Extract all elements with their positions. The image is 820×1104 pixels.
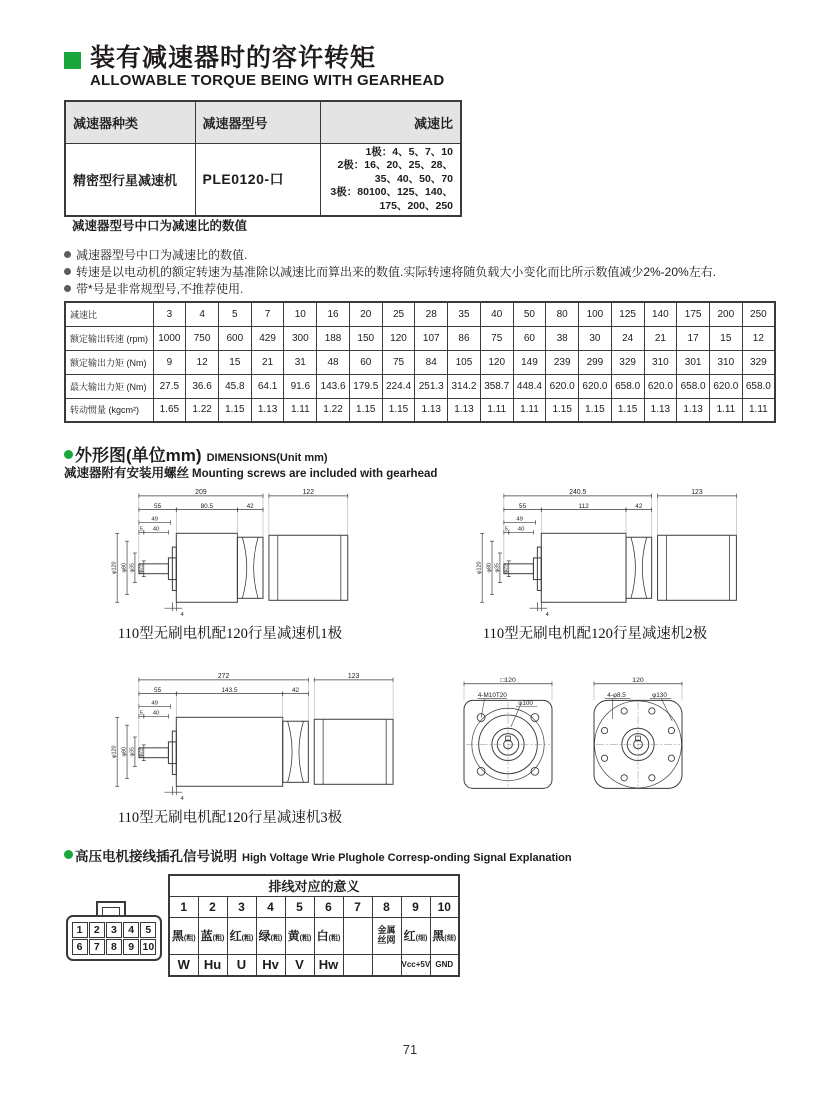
bullet-dot-icon	[64, 285, 71, 292]
spec-cell: 358.7	[480, 374, 513, 398]
connector-pin: 1	[72, 922, 88, 938]
spec-cell: 1000	[153, 326, 186, 350]
spec-cell: 658.0	[742, 374, 775, 398]
page-title-en: ALLOWABLE TORQUE BEING WITH GEARHEAD	[90, 72, 445, 89]
spec-cell: 17	[677, 326, 710, 350]
dimension-label: φ130	[652, 691, 667, 699]
signal-name-cell: U	[227, 954, 256, 976]
wire-color-cell: 红(粗)	[227, 917, 256, 954]
wire-color-cell: 绿(粗)	[256, 917, 285, 954]
dimension-label: 4-φ8.5	[607, 691, 626, 699]
spec-cell: 7	[251, 302, 284, 326]
dimension-label: φ120	[476, 561, 483, 575]
dimension-label: 49	[516, 516, 523, 523]
dimension-label: 4	[180, 796, 184, 803]
connector-pin-row-2	[71, 938, 157, 955]
spec-cell: 329	[611, 350, 644, 374]
notes-list	[64, 247, 716, 298]
spec-cell: 301	[677, 350, 710, 374]
spec-cell: 120	[480, 350, 513, 374]
wire-color-cell: 蓝(粗)	[198, 917, 227, 954]
dimension-label: φ35	[494, 563, 501, 573]
spec-cell: 125	[611, 302, 644, 326]
signal-heading-en: High Voltage Wrie Plughole Corresp-onding Signal Explanation	[242, 852, 572, 864]
spec-cell: 620.0	[709, 374, 742, 398]
spec-cell: 1.22	[317, 398, 350, 422]
spec-cell: 143.6	[317, 374, 350, 398]
dimension-label: φ35	[129, 563, 136, 573]
spec-cell: 1.65	[153, 398, 186, 422]
dimension-label: φ80	[121, 747, 128, 757]
signal-name-cell: V	[285, 954, 314, 976]
dimension-label: 209	[195, 489, 207, 497]
note-text: 带*号是非常规型号,不推荐使用.	[76, 282, 244, 296]
dimension-label: 42	[635, 502, 643, 510]
spec-cell: 75	[480, 326, 513, 350]
spec-cell: 1.13	[415, 398, 448, 422]
dimension-label: 42	[246, 502, 254, 510]
signal-name-cell: GND	[430, 954, 459, 976]
spec-cell: 27.5	[153, 374, 186, 398]
dimension-label: 4	[180, 612, 184, 619]
spec-cell: 16	[317, 302, 350, 326]
dimension-label: φ22	[138, 563, 145, 574]
spec-cell: 40	[480, 302, 513, 326]
connector-pin: 9	[123, 939, 139, 955]
page-number: 71	[402, 1042, 418, 1057]
spec-cell: 25	[382, 302, 415, 326]
spec-cell: 30	[579, 326, 612, 350]
spec-cell: 10	[284, 302, 317, 326]
spec-cell: 1.11	[709, 398, 742, 422]
dimension-label: 49	[151, 700, 158, 707]
connector-body	[66, 915, 162, 961]
dimension-label: 4	[545, 612, 549, 619]
spec-cell: 1.15	[218, 398, 251, 422]
dimension-label: φ120	[111, 561, 118, 575]
dimension-label: φ80	[486, 563, 493, 573]
dimension-label: φ120	[111, 745, 118, 759]
dimension-label: φ35	[129, 747, 136, 757]
green-dot-icon	[64, 850, 73, 859]
wire-color-cell: 金属丝网	[372, 917, 401, 954]
dimension-label: 5	[139, 526, 143, 533]
dimension-label: 49	[151, 516, 158, 523]
spec-cell: 21	[251, 350, 284, 374]
note-text: 转速是以电动机的额定转速为基准除以减速比而算出来的数值.实际转速将随负载大小变化而比所示数值减少2%-20%左右.	[76, 265, 717, 279]
wire-color-cell	[343, 917, 372, 954]
dimension-label: 4-M10T20	[477, 691, 507, 699]
wire-color-cell: 黑(细)	[430, 917, 459, 954]
dimension-label: φ80	[121, 563, 128, 573]
ratio-line: 3极：80100、125、140、	[330, 186, 453, 198]
spec-cell: 80	[546, 302, 579, 326]
dimension-label: 240.5	[569, 489, 587, 497]
signal-table	[168, 874, 460, 977]
signal-name-cell: Hv	[256, 954, 285, 976]
spec-cell: 224.4	[382, 374, 415, 398]
spec-cell: 50	[513, 302, 546, 326]
side-view-drawing-1-stage	[60, 486, 400, 620]
front-view-round-flange	[578, 674, 698, 806]
connector-pin: 8	[106, 939, 122, 955]
spec-cell: 86	[448, 326, 481, 350]
spec-row-label: 额定输出力矩 (Nm)	[65, 350, 153, 374]
spec-cell: 3	[153, 302, 186, 326]
connector-pin: 6	[72, 939, 88, 955]
spec-row-label: 转动惯量 (kgcm²)	[65, 398, 153, 422]
signal-name-cell	[343, 954, 372, 976]
pin-number-cell: 8	[372, 896, 401, 917]
spec-row	[65, 302, 775, 326]
spec-cell: 24	[611, 326, 644, 350]
spec-cell: 1.13	[251, 398, 284, 422]
spec-cell: 179.5	[349, 374, 382, 398]
dimension-label: 112	[578, 502, 589, 510]
spec-table	[64, 301, 776, 423]
spec-cell: 60	[513, 326, 546, 350]
signal-name-cell: Hu	[198, 954, 227, 976]
spec-cell: 1.11	[742, 398, 775, 422]
dimension-label: φ22	[503, 563, 510, 574]
pin-number-cell: 6	[314, 896, 343, 917]
dimension-label: 5	[139, 710, 143, 717]
spec-cell: 45.8	[218, 374, 251, 398]
dimensions-subheading-cn: 减速器附有安装用螺丝	[64, 466, 190, 480]
spec-cell: 658.0	[677, 374, 710, 398]
dimensions-heading-en: DIMENSIONS(Unit mm)	[206, 452, 328, 464]
dimension-label: φ100	[518, 699, 533, 707]
signal-heading-cn: 高压电机接线插孔信号说明	[75, 849, 237, 864]
side-view-drawing-3-stage	[60, 670, 400, 804]
spec-cell: 250	[742, 302, 775, 326]
dimension-label: 40	[152, 710, 160, 717]
dimension-label: 122	[302, 489, 315, 497]
pin-number-cell: 2	[198, 896, 227, 917]
spec-cell: 429	[251, 326, 284, 350]
spec-cell: 1.13	[448, 398, 481, 422]
pin-number-cell: 9	[401, 896, 430, 917]
col-header-ratio: 减速比	[320, 101, 461, 143]
spec-cell: 1.11	[513, 398, 546, 422]
note-item	[64, 281, 716, 298]
signal-name-cell: Vcc+5V	[401, 954, 430, 976]
spec-cell: 200	[709, 302, 742, 326]
ratio-line: 35、40、50、70	[374, 172, 453, 185]
spec-cell: 100	[579, 302, 612, 326]
connector-tab	[96, 901, 126, 915]
dimensions-subheading-en: Mounting screws are included with gearhead	[192, 468, 438, 480]
signal-name-cell: W	[169, 954, 198, 976]
dimension-label: 55	[154, 686, 162, 694]
spec-cell: 60	[349, 350, 382, 374]
spec-cell: 1.15	[579, 398, 612, 422]
spec-cell: 175	[677, 302, 710, 326]
spec-cell: 107	[415, 326, 448, 350]
spec-cell: 12	[186, 350, 219, 374]
spec-cell: 15	[709, 326, 742, 350]
signal-table-title: 排线对应的意义	[169, 875, 459, 896]
ratio-line: 2极：16、20、25、28、	[337, 159, 453, 171]
bullet-dot-icon	[64, 268, 71, 275]
page-header	[64, 44, 444, 89]
spec-cell: 1.15	[349, 398, 382, 422]
pin-number-cell: 4	[256, 896, 285, 917]
spec-row	[65, 398, 775, 422]
ratio-line: 1极：4、5、7、10	[365, 145, 453, 158]
dimension-label: 272	[217, 673, 230, 681]
dimension-label: 40	[152, 526, 160, 533]
pin-number-cell: 1	[169, 896, 198, 917]
connector-pin: 10	[140, 939, 156, 955]
connector-diagram	[66, 901, 162, 961]
ratio-line: 175、200、250	[379, 199, 453, 212]
spec-cell: 750	[186, 326, 219, 350]
gearhead-model-table	[64, 100, 462, 217]
spec-cell: 1.22	[186, 398, 219, 422]
dimension-label: 42	[291, 686, 300, 694]
spec-cell: 310	[709, 350, 742, 374]
spec-cell: 1.13	[677, 398, 710, 422]
connector-pin: 2	[89, 922, 105, 938]
dimensions-subheading	[64, 463, 437, 482]
spec-cell: 1.13	[644, 398, 677, 422]
connector-pin-row-1	[71, 921, 157, 938]
spec-cell: 64.1	[251, 374, 284, 398]
spec-cell: 149	[513, 350, 546, 374]
col-header-gear-type: 减速器种类	[65, 101, 195, 143]
connector-pin: 4	[123, 922, 139, 938]
spec-cell: 48	[317, 350, 350, 374]
spec-cell: 188	[317, 326, 350, 350]
spec-cell: 448.4	[513, 374, 546, 398]
ratio-lines	[328, 146, 454, 214]
signal-heading	[64, 845, 572, 866]
spec-cell: 84	[415, 350, 448, 374]
spec-cell: 35	[448, 302, 481, 326]
drawing-caption-3: 110型无刷电机配120行星减速机3极	[117, 810, 343, 826]
connector-pin: 5	[140, 922, 156, 938]
table-footnote: 减速器型号中口为减速比的数值	[72, 219, 248, 233]
gearhead-table-header-row	[65, 101, 461, 143]
spec-cell: 91.6	[284, 374, 317, 398]
spec-row-label: 额定输出转速 (rpm)	[65, 326, 153, 350]
dimension-label: 123	[347, 673, 360, 681]
side-view-drawing-2-stage	[425, 486, 765, 620]
spec-cell: 31	[284, 350, 317, 374]
spec-row-label: 最大输出力矩 (Nm)	[65, 374, 153, 398]
wire-color-cell: 白(粗)	[314, 917, 343, 954]
spec-cell: 21	[644, 326, 677, 350]
pin-number-cell: 5	[285, 896, 314, 917]
spec-cell: 1.11	[284, 398, 317, 422]
spec-cell: 620.0	[579, 374, 612, 398]
spec-cell: 620.0	[546, 374, 579, 398]
pin-number-cell: 10	[430, 896, 459, 917]
dimension-label: 123	[691, 489, 703, 497]
green-square-bullet	[64, 52, 81, 69]
wire-color-cell: 红(细)	[401, 917, 430, 954]
signal-name-cell: Hw	[314, 954, 343, 976]
spec-row-label: 减速比	[65, 302, 153, 326]
spec-row	[65, 326, 775, 350]
dimension-label: □120	[500, 677, 516, 685]
note-item	[64, 247, 716, 264]
spec-cell: 120	[382, 326, 415, 350]
note-item	[64, 264, 716, 281]
spec-cell: 9	[153, 350, 186, 374]
connector-pin: 3	[106, 922, 122, 938]
gear-type-cell: 精密型行星减速机	[65, 143, 195, 216]
note-text: 减速器型号中口为减速比的数值.	[76, 248, 248, 262]
spec-cell: 75	[382, 350, 415, 374]
dimensions-heading-cn: 外形图(单位mm)	[75, 446, 202, 465]
front-view-square-flange	[448, 674, 568, 806]
green-dot-icon	[64, 450, 73, 459]
spec-row	[65, 350, 775, 374]
drawing-caption-1: 110型无刷电机配120行星减速机1极	[117, 626, 343, 642]
spec-cell: 329	[742, 350, 775, 374]
pin-number-cell: 3	[227, 896, 256, 917]
spec-cell: 239	[546, 350, 579, 374]
spec-cell: 4	[186, 302, 219, 326]
spec-row	[65, 374, 775, 398]
spec-cell: 658.0	[611, 374, 644, 398]
wire-color-cell: 黄(粗)	[285, 917, 314, 954]
spec-cell: 150	[349, 326, 382, 350]
dimension-label: 5	[504, 526, 508, 533]
signal-name-cell	[372, 954, 401, 976]
pin-number-cell: 7	[343, 896, 372, 917]
spec-cell: 1.15	[611, 398, 644, 422]
spec-cell: 251.3	[415, 374, 448, 398]
spec-cell: 300	[284, 326, 317, 350]
dimension-label: 40	[517, 526, 525, 533]
page-title-cn: 装有减速器时的容许转矩	[90, 44, 377, 72]
spec-cell: 600	[218, 326, 251, 350]
col-header-model: 减速器型号	[195, 101, 320, 143]
spec-cell: 1.11	[480, 398, 513, 422]
spec-cell: 12	[742, 326, 775, 350]
dimension-label: 143.5	[221, 686, 238, 694]
spec-cell: 105	[448, 350, 481, 374]
bullet-dot-icon	[64, 251, 71, 258]
dimension-label: 55	[154, 502, 162, 510]
dimension-label: φ22	[138, 747, 145, 758]
spec-cell: 15	[218, 350, 251, 374]
spec-cell: 314.2	[448, 374, 481, 398]
wire-color-cell: 黑(粗)	[169, 917, 198, 954]
spec-cell: 140	[644, 302, 677, 326]
connector-pin: 7	[89, 939, 105, 955]
spec-cell: 1.15	[546, 398, 579, 422]
spec-cell: 620.0	[644, 374, 677, 398]
spec-cell: 28	[415, 302, 448, 326]
dimension-label: 55	[519, 502, 527, 510]
spec-cell: 310	[644, 350, 677, 374]
model-cell: PLE0120-口	[195, 143, 320, 216]
drawing-caption-2: 110型无刷电机配120行星减速机2极	[482, 626, 708, 642]
spec-cell: 299	[579, 350, 612, 374]
spec-cell: 20	[349, 302, 382, 326]
spec-cell: 5	[218, 302, 251, 326]
dimension-label: 120	[632, 677, 644, 685]
spec-cell: 36.6	[186, 374, 219, 398]
spec-cell: 38	[546, 326, 579, 350]
spec-cell: 1.15	[382, 398, 415, 422]
gearhead-table-row	[65, 143, 461, 216]
dimension-label: 80.5	[200, 502, 214, 510]
